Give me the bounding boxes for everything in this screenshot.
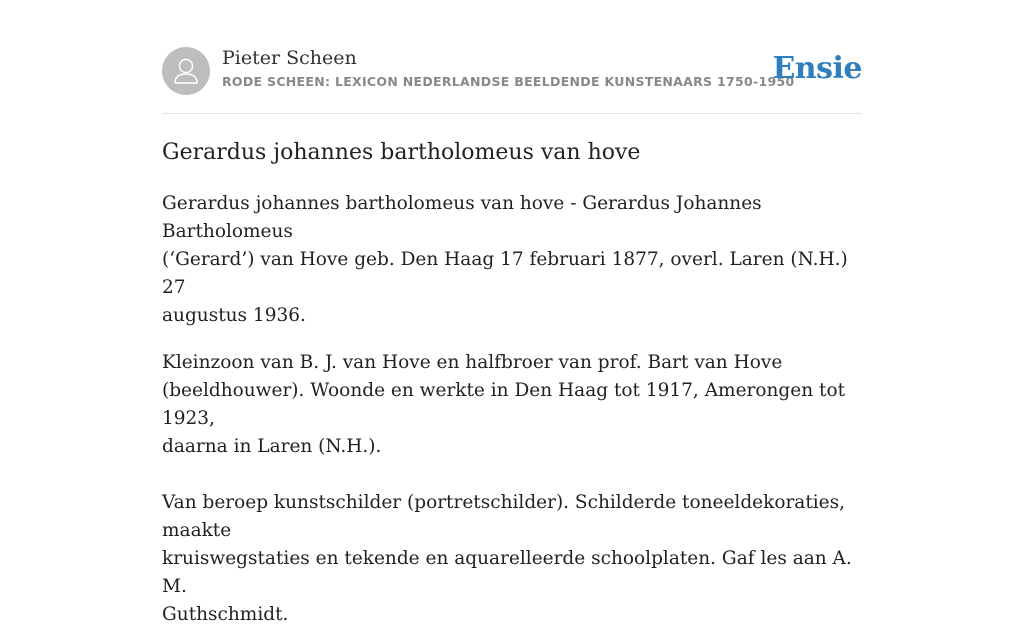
article-paragraph: Kleinzoon van B. J. van Hove en halfbroer van prof. Bart van Hove (beeldhouwer). Woonde en werkte in Den Haag tot 1917, Amerongen tot 1923, daarna in Laren (N.H.). bbox=[162, 352, 846, 457]
avatar[interactable] bbox=[162, 47, 210, 95]
author-name[interactable]: Pieter Scheen bbox=[222, 47, 357, 69]
article-paragraph: Gerardus johannes bartholomeus van hove - Gerardus Johannes Bartholomeus (‘Gerard’) van Hove geb. Den Haag 17 februari 1877, overl. Laren (N.H.) 27 augustus 1936. bbox=[162, 193, 848, 326]
brand-logo[interactable]: Ensie bbox=[772, 51, 862, 86]
page-title: Gerardus johannes bartholomeus van hove bbox=[162, 140, 641, 165]
source-label[interactable]: RODE SCHEEN: LEXICON NEDERLANDSE BEELDENDE KUNSTENAARS 1750-1950 bbox=[222, 74, 795, 89]
header-divider bbox=[162, 113, 862, 114]
author-header bbox=[162, 46, 862, 96]
user-icon bbox=[162, 47, 210, 95]
article-body bbox=[162, 190, 862, 629]
article-paragraph: Van beroep kunstschilder (portretschilder). Schilderde toneeldekoraties, maakte kruiswegstaties en tekende en aquarelleerde schoolplaten. Gaf les aan A. M. Guthschmidt. bbox=[162, 492, 852, 625]
